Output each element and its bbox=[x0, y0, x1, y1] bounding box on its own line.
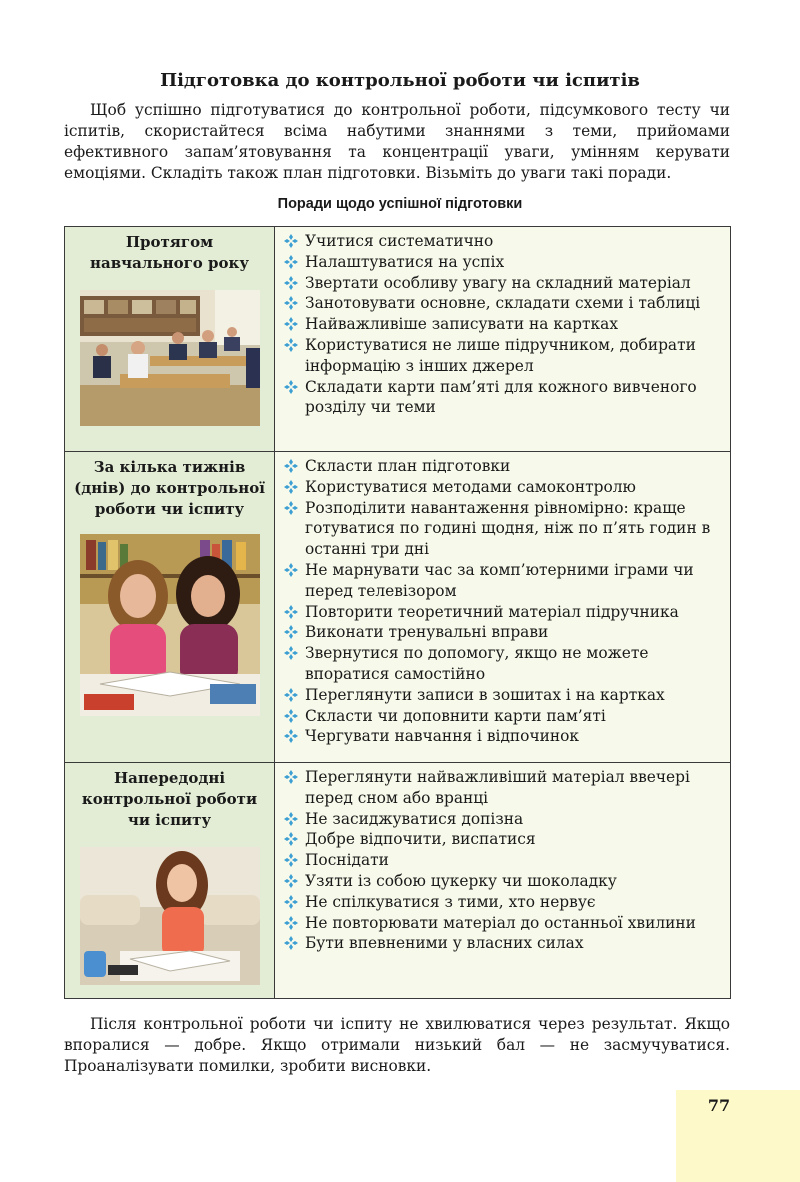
diamond-flower-bullet-icon bbox=[284, 501, 298, 515]
diamond-flower-bullet-icon bbox=[284, 874, 298, 888]
category-label: контрольної роботи bbox=[81, 790, 258, 808]
tips-list bbox=[283, 767, 724, 954]
category-cell bbox=[65, 763, 275, 999]
page-number: 77 bbox=[707, 1096, 731, 1115]
tip-item: Скласти план підготовки bbox=[283, 456, 724, 477]
diamond-flower-bullet-icon bbox=[284, 770, 298, 784]
tip-item: Скласти чи доповнити карти пам’яті bbox=[283, 706, 724, 727]
diamond-flower-bullet-icon bbox=[284, 916, 298, 930]
diamond-flower-bullet-icon bbox=[284, 338, 298, 352]
category-label: навчального року bbox=[90, 254, 249, 272]
tip-item: Добре відпочити, виспатися bbox=[283, 829, 724, 850]
tips-row-weeks-before bbox=[65, 452, 731, 763]
category-label: Протягом bbox=[125, 233, 214, 251]
diamond-flower-bullet-icon bbox=[284, 729, 298, 743]
diamond-flower-bullet-icon bbox=[284, 625, 298, 639]
category-label: роботи чи іспиту bbox=[94, 500, 245, 518]
tip-item: Налаштуватися на успіх bbox=[283, 252, 724, 273]
diamond-flower-bullet-icon bbox=[284, 646, 298, 660]
tip-item: Виконати тренувальні вправи bbox=[283, 622, 724, 643]
diamond-flower-bullet-icon bbox=[284, 276, 298, 290]
diamond-flower-bullet-icon bbox=[284, 605, 298, 619]
diamond-flower-bullet-icon bbox=[284, 480, 298, 494]
tip-item: Користуватися методами самоконтролю bbox=[283, 477, 724, 498]
outro-paragraph: Після контрольної роботи чи іспиту не хвилюватися через результат. Якщо впоралися — добре. Якщо отримали низький бал — не засмучуватися. Проаналізувати помилки, зробити висновки. bbox=[64, 1015, 730, 1075]
tip-item: Складати карти пам’яті для кожного вивченого розділу чи теми bbox=[283, 377, 724, 419]
tips-row-school-year bbox=[65, 227, 731, 452]
tip-item: Не спілкуватися з тими, хто нервує bbox=[283, 892, 724, 913]
tip-item: Не марнувати час за комп’ютерними іграми чи перед телевізором bbox=[283, 560, 724, 602]
tip-item: Занотовувати основне, складати схеми і таблиці bbox=[283, 293, 724, 314]
tips-list bbox=[283, 456, 724, 747]
page-number-box bbox=[676, 1090, 800, 1182]
category-cell bbox=[65, 227, 275, 452]
tip-item: Користуватися не лише підручником, добирати інформацію з інших джерел bbox=[283, 335, 724, 377]
table-title: Поради щодо успішної підготовки bbox=[277, 196, 523, 212]
tips-cell bbox=[275, 763, 731, 999]
intro-paragraph: Щоб успішно підготуватися до контрольної роботи, підсумкового тесту чи іспитів, скористайтеся всіма набутими знаннями з теми, прийомами ефективного запам’ятовування та концентрації уваги, умінням керувати емоціями. Складіть також план підготовки. Візьміть до уваги такі поради. bbox=[64, 101, 730, 182]
diamond-flower-bullet-icon bbox=[284, 296, 298, 310]
tips-cell bbox=[275, 227, 731, 452]
diamond-flower-bullet-icon bbox=[284, 936, 298, 950]
diamond-flower-bullet-icon bbox=[284, 812, 298, 826]
category-cell bbox=[65, 452, 275, 763]
tip-item: Повторити теоретичний матеріал підручника bbox=[283, 602, 724, 623]
page-title: Підготовка до контрольної роботи чи іспитів bbox=[160, 70, 640, 91]
tip-item: Звертати особливу увагу на складний матеріал bbox=[283, 273, 724, 294]
classroom-students-photo bbox=[80, 290, 260, 426]
tip-item: Розподілити навантаження рівномірно: краще готуватися по годині щодня, ніж по п’ять годин в останні три дні bbox=[283, 498, 724, 560]
smiling-girl-on-sofa-photo bbox=[80, 847, 260, 985]
diamond-flower-bullet-icon bbox=[284, 688, 298, 702]
tip-item: Звернутися по допомогу, якщо не можете впоратися самостійно bbox=[283, 643, 724, 685]
diamond-flower-bullet-icon bbox=[284, 563, 298, 577]
category-label: За кілька тижнів bbox=[93, 458, 246, 476]
tip-item: Поснідати bbox=[283, 850, 724, 871]
tip-item: Переглянути найважливіший матеріал ввечері перед сном або вранці bbox=[283, 767, 724, 809]
two-girls-studying-photo bbox=[80, 534, 260, 716]
tip-item: Узяти із собою цукерку чи шоколадку bbox=[283, 871, 724, 892]
diamond-flower-bullet-icon bbox=[284, 317, 298, 331]
diamond-flower-bullet-icon bbox=[284, 234, 298, 248]
diamond-flower-bullet-icon bbox=[284, 459, 298, 473]
tips-row-day-before bbox=[65, 763, 731, 999]
diamond-flower-bullet-icon bbox=[284, 380, 298, 394]
diamond-flower-bullet-icon bbox=[284, 853, 298, 867]
tip-item: Учитися систематично bbox=[283, 231, 724, 252]
tip-item: Переглянути записи в зошитах і на картках bbox=[283, 685, 724, 706]
diamond-flower-bullet-icon bbox=[284, 832, 298, 846]
diamond-flower-bullet-icon bbox=[284, 709, 298, 723]
tips-list bbox=[283, 231, 724, 418]
tips-table bbox=[64, 226, 731, 999]
tips-cell bbox=[275, 452, 731, 763]
tip-item: Чергувати навчання і відпочинок bbox=[283, 726, 724, 747]
diamond-flower-bullet-icon bbox=[284, 255, 298, 269]
tip-item: Найважливіше записувати на картках bbox=[283, 314, 724, 335]
category-label: (днів) до контрольної bbox=[74, 479, 265, 497]
category-label: Напередодні bbox=[113, 769, 226, 787]
diamond-flower-bullet-icon bbox=[284, 895, 298, 909]
category-label: чи іспиту bbox=[127, 811, 212, 829]
tip-item: Не засиджуватися допізна bbox=[283, 809, 724, 830]
tip-item: Бути впевненими у власних силах bbox=[283, 933, 724, 954]
tip-item: Не повторювати матеріал до останньої хвилини bbox=[283, 913, 724, 934]
